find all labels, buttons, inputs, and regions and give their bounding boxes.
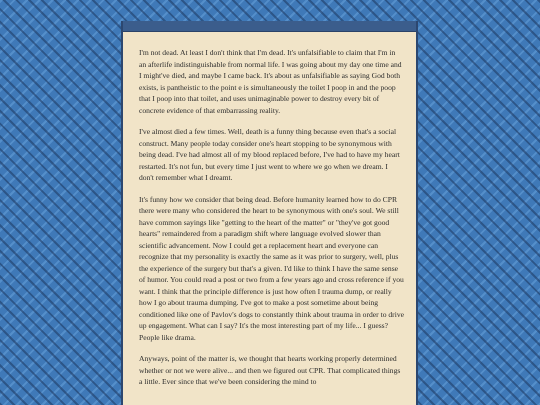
post-body [123,32,416,388]
post-paragraph: It's funny how we consider that being dead. Before humanity learned how to do CPR there were many who considered the heart to be synonymous with one's soul. We still have common sayings like "getting to the heart of the matter" or "they've got good hearts" remaindered from a paradigm shift where language evolved slower than scientific advancement. Now I could get a replacement heart and everyone can recognize that my personality is exactly the same as it was prior to surgery, well, plus the experience of the surgery but that's a given. I'd like to think I have the same sense of humor. You could read a post or two from a few years ago and cross reference if you want. I think that the principle difference is just how often I trauma dump, or really how I go about trauma dumping. I've got to make a post sometime about being conditioned like one of Pavlov's dogs to constantly think about trauma in order to drive up engagement. What can I say? It's the most interesting part of my life... I guess? People like drama. [139,194,404,342]
post-paragraph: I'm not dead. At least I don't think that I'm dead. It's unfalsifiable to claim that I'm in an afterlife indistinguishable from normal life. I was going about my day one time and I might've died, and maybe I came back. It's about as unfalsifiable as saying God both exists, is pantheistic to the point e is simultaneously the toilet I poop in and the poop that I poop into that toilet, and uses unimaginable power to destroy every bit of concrete evidence of that embarrassing reality. [139,48,402,115]
post-paragraph: Anyways, point of the matter is, we thought that hearts working properly determined whether or not we were alive... and then we figured out CPR. That complicated things a little. Ever since that we've been considering the mind to [139,354,401,386]
post-paragraph: I've almost died a few times. Well, death is a funny thing because even that's a social construct. Many people today consider one's heart stopping to be synonymous with being dead. I've had almost all of my blood replaced before, I've had to have my heart restarted. It's not fun, but every time I just went to where we go when we dream. I don't remember what I dreamt. [139,127,400,182]
header-bar [123,21,416,32]
post-container [121,21,418,405]
